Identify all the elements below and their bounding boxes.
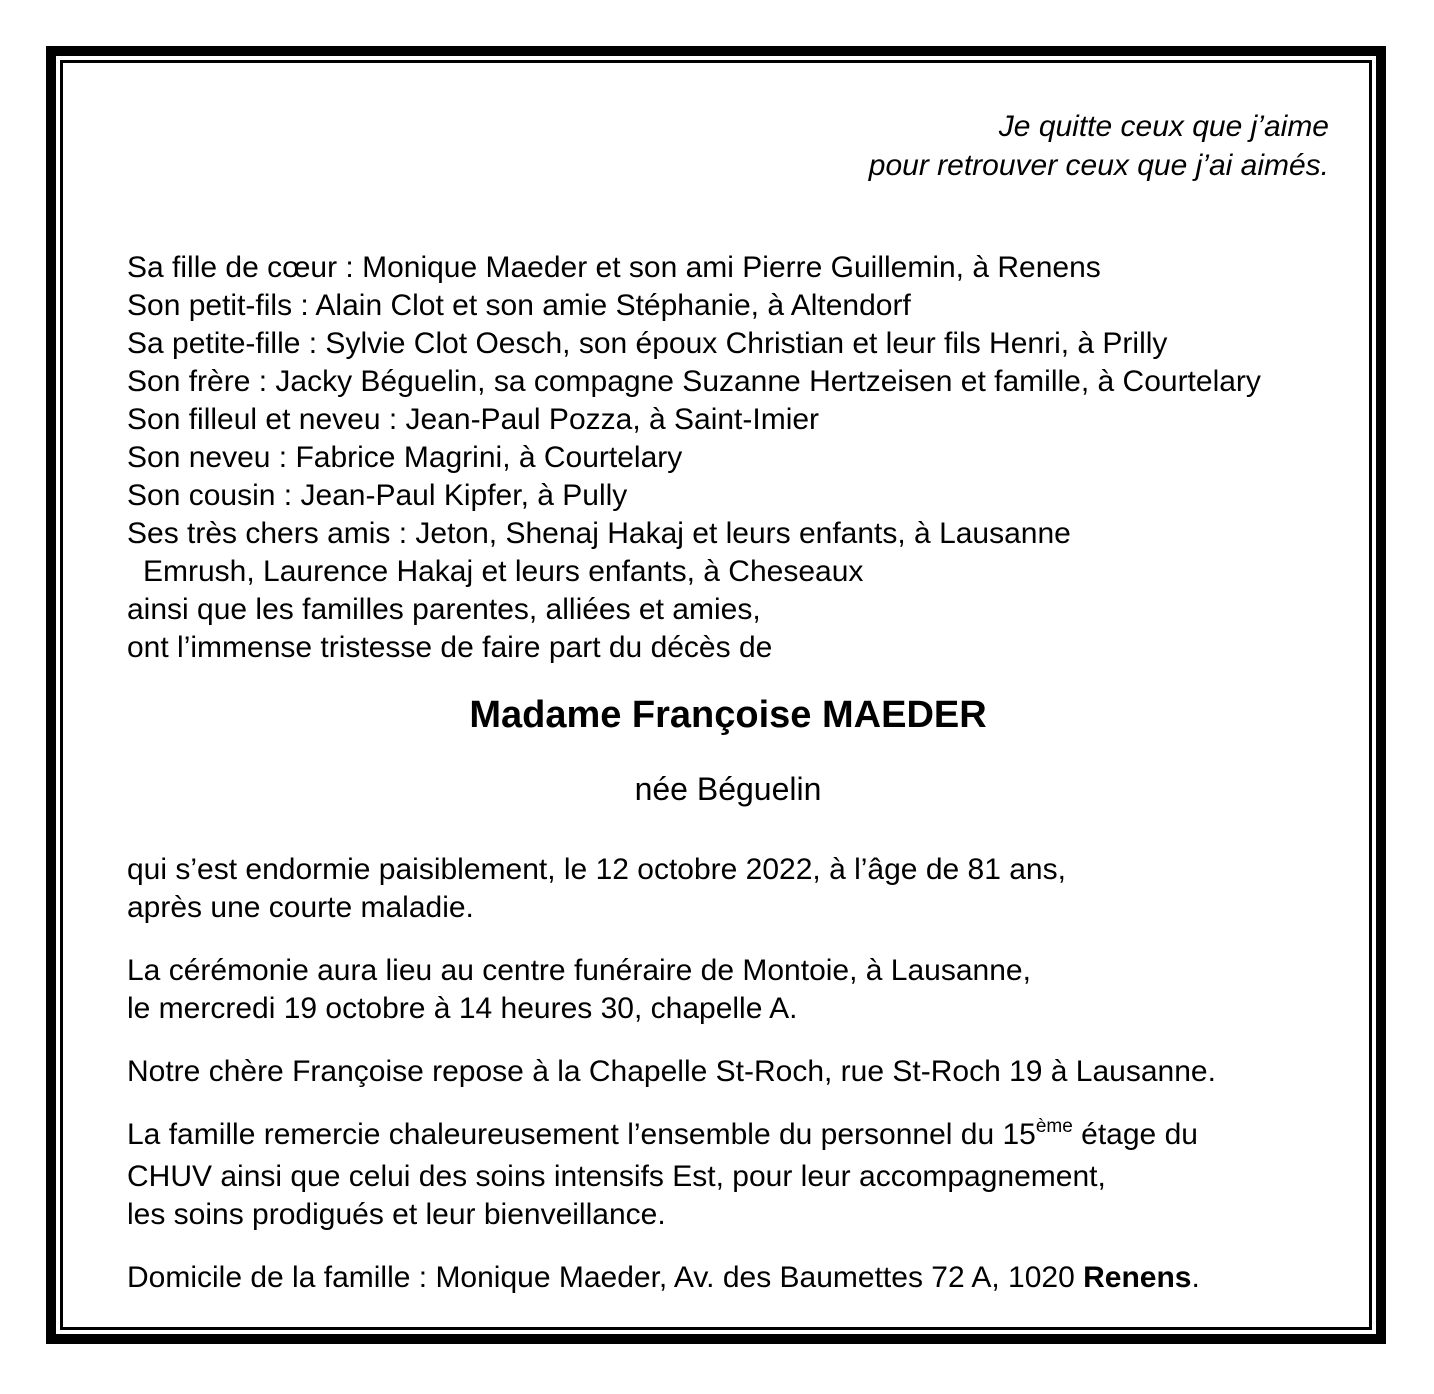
family-line: Sa fille de cœur : Monique Maeder et son ami Pierre Guillemin, à Renens	[127, 251, 1101, 284]
text-segment: La cérémonie aura lieu au centre funéraire de Montoie, à Lausanne,	[127, 954, 1031, 987]
family-line: Sa petite-fille : Sylvie Clot Oesch, son époux Christian et leur fils Henri, à Prilly	[127, 327, 1168, 360]
paragraph-line	[127, 851, 1329, 889]
paragraphs	[127, 851, 1329, 1297]
family-line: Emrush, Laurence Hakaj et leurs enfants, à Cheseaux	[143, 555, 864, 588]
family-list	[127, 249, 1329, 667]
epigraph-line: pour retrouver ceux que j’ai aimés.	[868, 149, 1329, 182]
family-line: Son petit-fils : Alain Clot et son amie Stéphanie, à Altendorf	[127, 289, 911, 322]
text-segment: Notre chère Françoise repose à la Chapelle St-Roch, rue St-Roch 19 à Lausanne.	[127, 1055, 1216, 1088]
paragraph-line	[127, 1158, 1329, 1196]
family-line: ainsi que les familles parentes, alliées et amies,	[127, 593, 761, 626]
text-segment: La famille remercie chaleureusement l’ensemble du personnel du 15	[127, 1118, 1036, 1151]
epigraph-line: Je quitte ceux que j’aime	[998, 110, 1329, 143]
announcement-content	[63, 63, 1369, 1327]
text-segment: CHUV ainsi que celui des soins intensifs Est, pour leur accompagnement,	[127, 1160, 1106, 1193]
family-line: Son filleul et neveu : Jean-Paul Pozza, à Saint-Imier	[127, 403, 820, 436]
text-segment: .	[1191, 1261, 1200, 1294]
family-line: Son frère : Jacky Béguelin, sa compagne Suzanne Hertzeisen et famille, à Courtelary	[127, 365, 1261, 398]
paragraph-line	[127, 1259, 1329, 1297]
paragraph-line	[127, 952, 1329, 990]
text-segment: Renens	[1083, 1261, 1192, 1294]
deceased-name: Madame Françoise MAEDER	[469, 694, 987, 736]
family-line: ont l’immense tristesse de faire part du décès de	[127, 631, 773, 664]
outer-border-frame	[46, 46, 1386, 1344]
text-segment: qui s’est endormie paisiblement, le 12 octobre 2022, à l’âge de 81 ans,	[127, 853, 1066, 886]
paragraph-line	[127, 889, 1329, 927]
paragraph	[127, 851, 1329, 927]
text-segment: étage du	[1072, 1118, 1198, 1151]
paragraph	[127, 1116, 1329, 1234]
paragraph	[127, 952, 1329, 1028]
paragraph-line	[127, 1053, 1329, 1091]
paragraph-line	[127, 1196, 1329, 1234]
text-segment: le mercredi 19 octobre à 14 heures 30, chapelle A.	[127, 992, 798, 1025]
text-segment: ème	[1035, 1116, 1073, 1137]
text-segment: les soins prodigués et leur bienveillance.	[127, 1198, 666, 1231]
paragraph-line	[127, 1116, 1329, 1158]
family-line: Son neveu : Fabrice Magrini, à Courtelary	[127, 441, 683, 474]
maiden-name: née Béguelin	[634, 771, 822, 807]
paragraph-line	[127, 990, 1329, 1028]
inner-border-frame	[60, 60, 1372, 1330]
paragraph	[127, 1053, 1329, 1091]
family-line: Ses très chers amis : Jeton, Shenaj Hakaj et leurs enfants, à Lausanne	[127, 517, 1071, 550]
epigraph	[127, 107, 1329, 185]
family-line: Son cousin : Jean-Paul Kipfer, à Pully	[127, 479, 628, 512]
paragraph	[127, 1259, 1329, 1297]
text-segment: après une courte maladie.	[127, 891, 474, 924]
text-segment: Domicile de la famille : Monique Maeder, Av. des Baumettes 72 A, 1020	[127, 1261, 1084, 1294]
